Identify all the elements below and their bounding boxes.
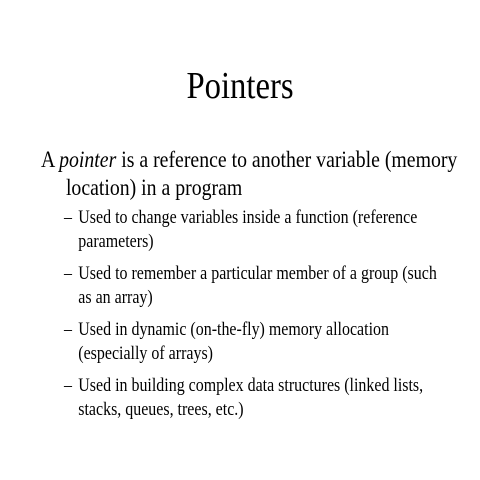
main-bullet-line-2: location) in a program — [65, 175, 243, 200]
sub-bullet-line: Used to change variables inside a function (reference — [78, 207, 418, 228]
sub-bullet-item — [64, 374, 424, 422]
main-bullet — [41, 146, 458, 202]
dash-marker: – — [64, 319, 72, 340]
sub-bullet-line: Used in dynamic (on-the-fly) memory allocation — [78, 319, 389, 340]
sub-bullet-item — [64, 206, 418, 254]
dash-marker: – — [64, 263, 72, 284]
main-bullet-prefix: A — [41, 147, 60, 172]
main-bullet-line-1 — [41, 146, 458, 174]
slide-title: Pointers — [186, 65, 294, 107]
sub-bullet-item — [64, 318, 400, 366]
sub-bullet-line: Used in building complex data structures (linked lists, — [78, 375, 424, 396]
sub-bullet-line: stacks, queues, trees, etc.) — [78, 399, 244, 420]
sub-bullet-line: parameters) — [78, 231, 154, 252]
dash-marker: – — [64, 207, 72, 228]
sub-bullet-list — [64, 206, 464, 422]
main-bullet-line1-rest: is a reference to another variable (memory — [116, 147, 458, 172]
sub-bullet-line: (especially of arrays) — [78, 343, 213, 364]
sub-bullet-item — [64, 262, 437, 310]
main-bullet-emphasis: pointer — [59, 147, 117, 172]
sub-bullet-line: Used to remember a particular member of a group (such — [78, 263, 437, 284]
dash-marker: – — [64, 375, 72, 396]
sub-bullet-line: as an array) — [78, 287, 153, 308]
